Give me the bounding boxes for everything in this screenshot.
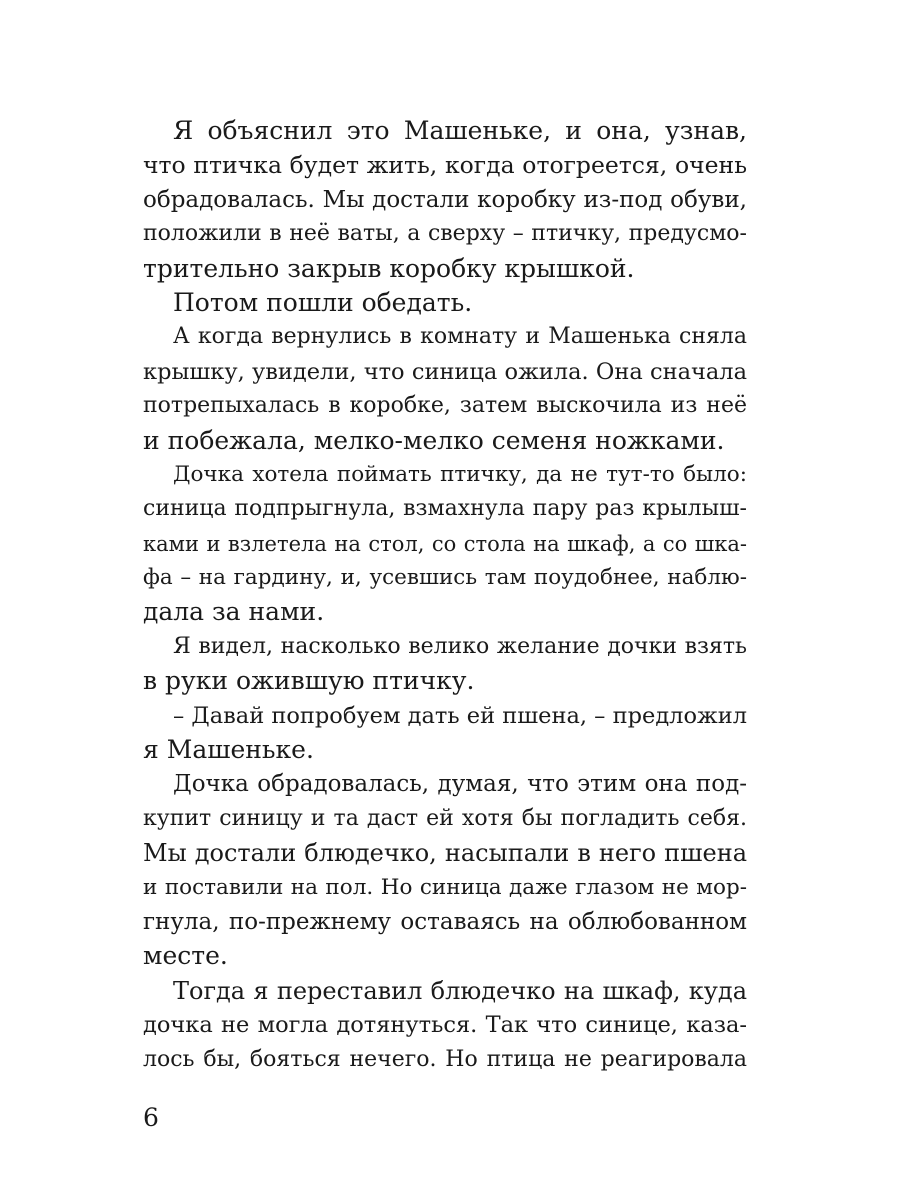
- text-line: Дочка обрадовалась, думая, что этим она под-: [173, 771, 747, 798]
- text-line: дала за нами.: [143, 597, 325, 627]
- text-line: месте.: [143, 941, 228, 971]
- text-line: трительно закрыв коробку крышкой.: [143, 253, 635, 283]
- text-line: Я видел, насколько велико желание дочки взять: [173, 633, 747, 659]
- text-line: А когда вернулись в комнату и Машенька сняла: [173, 324, 747, 350]
- text-line: фа – на гардину, и, усевшись там поудобнее, наблю-: [143, 565, 747, 591]
- body-text: [143, 114, 747, 1077]
- text-line: и поставили на пол. Но синица даже глазом не мор-: [143, 874, 747, 900]
- text-line: в руки ожившую птичку.: [143, 666, 475, 696]
- page-number: 6: [143, 1103, 159, 1132]
- text-line: я Машеньке.: [143, 735, 314, 765]
- text-line: купит синицу и та даст ей хотя бы погладить себя.: [143, 805, 747, 831]
- text-line: крышку, увидели, что синица ожила. Она сначала: [143, 358, 747, 385]
- text-line: синица подпрыгнула, взмахнула пару раз крылыш-: [143, 496, 747, 522]
- text-line: Я объяснил это Машеньке, и она, узнав,: [173, 116, 747, 145]
- text-line: ками и взлетела на стол, со стола на шкаф, а со шка-: [143, 531, 747, 556]
- text-line: потрепыхалась в коробке, затем выскочила из неё: [143, 393, 747, 419]
- text-line: Тогда я переставил блюдечко на шкаф, куда: [173, 976, 747, 1005]
- text-line: лось бы, бояться нечего. Но птица не реагировала: [143, 1046, 747, 1072]
- text-line: положили в неё ваты, а сверху – птичку, предусмо-: [143, 221, 747, 247]
- text-line: дочка не могла дотянуться. Так что синице, каза-: [143, 1012, 747, 1039]
- text-line: Мы достали блюдечко, насыпали в него пшена: [143, 839, 747, 868]
- text-line: гнула, по-прежнему оставаясь на облюбованном: [143, 908, 747, 935]
- text-line: Потом пошли обедать.: [173, 287, 473, 317]
- text-line: – Давай попробуем дать ей пшена, – предложил: [173, 702, 747, 729]
- text-line: обрадовалась. Мы достали коробку из-под обуви,: [143, 186, 747, 213]
- text-line: Дочка хотела поймать птичку, да не тут-то было:: [173, 461, 747, 487]
- text-line: и побежала, мелко-мелко семеня ножками.: [143, 425, 725, 455]
- text-line: что птичка будет жить, когда отогреется, очень: [143, 151, 747, 180]
